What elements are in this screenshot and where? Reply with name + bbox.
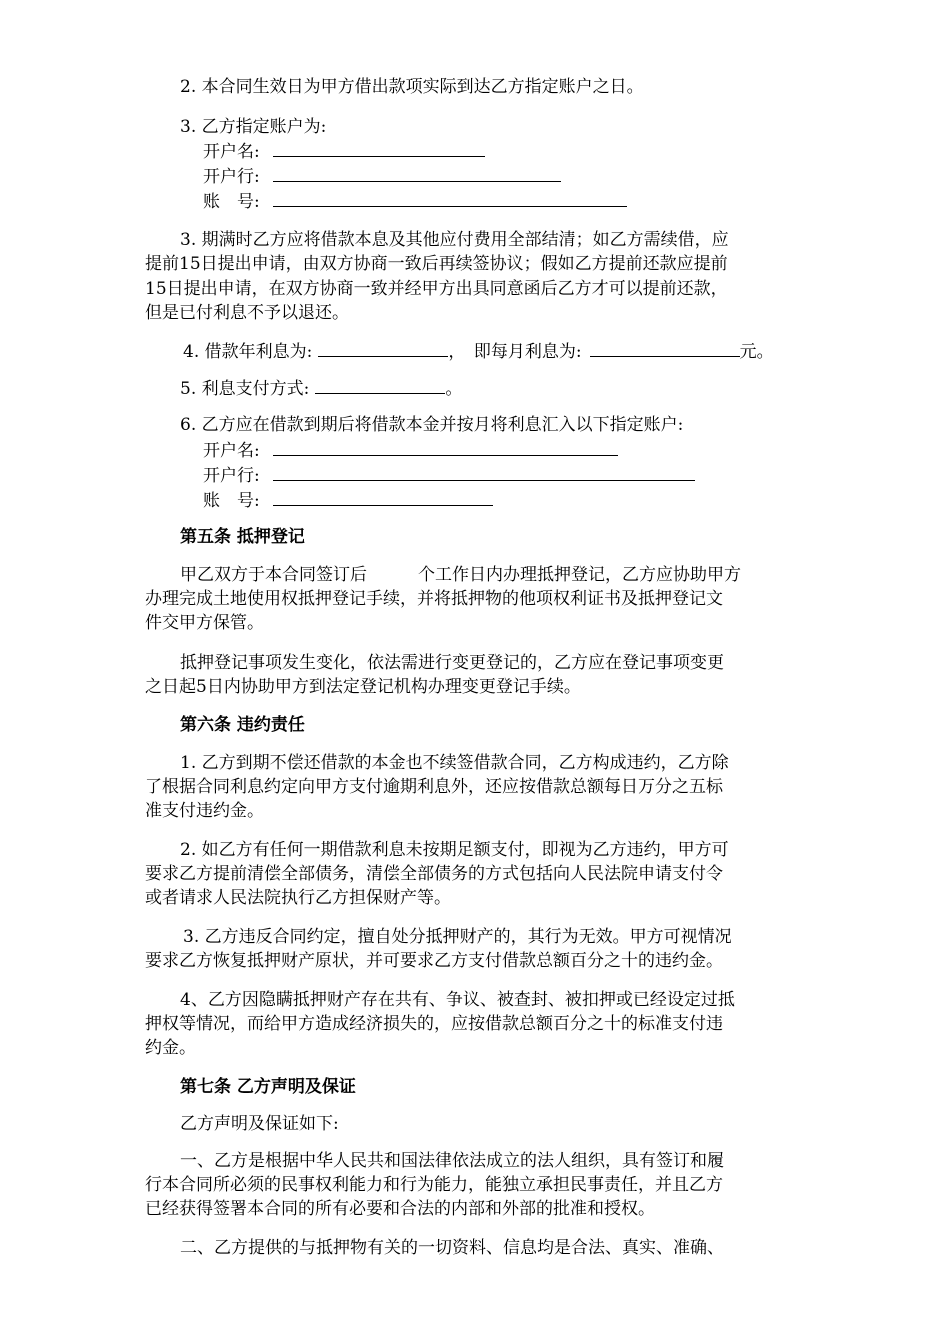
article-7-p1-line-2: 行本合同所必须的民事权利能力和行为能力，能独立承担民事责任，并且乙方 <box>145 1175 723 1195</box>
account-name-blank-2[interactable] <box>273 437 618 456</box>
clause-3b-line-3: 15日提出申请，在双方协商一致并经甲方出具同意函后乙方才可以提前还款， <box>145 279 728 299</box>
article-6-p3-line-2: 要求乙方恢复抵押财产原状，并可要求乙方支付借款总额百分之十的违约金。 <box>145 951 723 971</box>
clause-5 <box>180 375 462 401</box>
article-6-p1-line-3: 准支付违约金。 <box>145 801 264 821</box>
article-5-p1-line-2: 办理完成土地使用权抵押登记手续，并将抵押物的他项权利证书及抵押登记文 <box>145 589 723 609</box>
article-6-p2-line-3: 或者请求人民法院执行乙方担保财产等。 <box>145 888 451 908</box>
article-6-p4-line-2: 押权等情况，而给甲方造成经济损失的，应按借款总额百分之十的标准支付违 <box>145 1014 723 1034</box>
bank-blank-2[interactable] <box>273 462 695 481</box>
article-6-p3-line-1: 3. 乙方违反合同约定，擅自处分抵押财产的，其行为无效。甲方可视情况 <box>183 927 732 947</box>
clause-6-title: 6. 乙方应在借款到期后将借款本金并按月将利息汇入以下指定账户: <box>180 415 684 435</box>
article-5-p2-line-2: 之日起5日内协助甲方到法定登记机构办理变更登记手续。 <box>145 677 581 697</box>
article-5-p1-line-1: 甲乙双方于本合同签订后 个工作日内办理抵押登记，乙方应协助甲方 <box>180 565 741 585</box>
clause-3b-line-2: 提前15日提出申请，由双方协商一致后再续签协议；假如乙方提前还款应提前 <box>145 254 728 274</box>
clause-3b-line-1: 3. 期满时乙方应将借款本息及其他应付费用全部结清；如乙方需续借，应 <box>180 230 729 250</box>
clause-6-account-no-row <box>203 487 493 513</box>
bank-label-2: 开户行: <box>203 466 260 486</box>
article-7-p2-line-1: 二、乙方提供的与抵押物有关的一切资料、信息均是合法、真实、准确、 <box>180 1238 724 1258</box>
clause-4-middle: ， 即每月利息为: <box>448 342 582 362</box>
clause-4-suffix: 元。 <box>739 342 774 362</box>
clause-2: 2. 本合同生效日为甲方借出款项实际到达乙方指定账户之日。 <box>180 77 644 97</box>
payment-method-blank[interactable] <box>315 375 445 394</box>
account-name-label-2: 开户名: <box>203 441 260 461</box>
article-5-p2-line-1: 抵押登记事项发生变化，依法需进行变更登记的，乙方应在登记事项变更 <box>180 653 724 673</box>
annual-interest-blank[interactable] <box>318 338 448 357</box>
article-7-heading: 第七条 乙方声明及保证 <box>180 1077 356 1097</box>
article-6-p1-line-1: 1. 乙方到期不偿还借款的本金也不续签借款合同，乙方构成违约，乙方除 <box>180 753 729 773</box>
article-6-p4-line-3: 约金。 <box>145 1038 196 1058</box>
article-6-p2-line-1: 2. 如乙方有任何一期借款利息未按期足额支付，即视为乙方违约，甲方可 <box>180 840 729 860</box>
article-7-p1-line-3: 已经获得签署本合同的所有必要和合法的内部和外部的批准和授权。 <box>145 1199 655 1219</box>
clause-3b-line-4: 但是已付利息不予以退还。 <box>145 303 349 323</box>
clause-3-title: 3. 乙方指定账户为: <box>180 117 327 137</box>
bank-label: 开户行: <box>203 167 260 187</box>
account-name-label: 开户名: <box>203 142 260 162</box>
monthly-interest-blank[interactable] <box>590 338 740 357</box>
clause-4-prefix: 4. 借款年利息为: <box>183 342 313 362</box>
article-6-p1-line-2: 了根据合同利息约定向甲方支付逾期利息外，还应按借款总额每日万分之五标 <box>145 777 723 797</box>
account-no-label: 账 号: <box>203 192 260 212</box>
clause-5-prefix: 5. 利息支付方式: <box>180 379 310 399</box>
clause-6-bank-row <box>203 462 695 488</box>
article-6-p2-line-2: 要求乙方提前清偿全部债务，清偿全部债务的方式包括向人民法院申请支付令 <box>145 864 723 884</box>
article-6-heading: 第六条 违约责任 <box>180 715 305 735</box>
clause-6-account-name-row <box>203 437 618 463</box>
article-7-p1-line-1: 一、乙方是根据中华人民共和国法律依法成立的法人组织，具有签订和履 <box>180 1151 724 1171</box>
clause-5-suffix: 。 <box>445 379 463 399</box>
account-no-label-2: 账 号: <box>203 491 260 511</box>
bank-blank[interactable] <box>273 163 561 182</box>
clause-4 <box>183 338 774 364</box>
account-no-blank[interactable] <box>273 188 627 207</box>
clause-3-account-name-row <box>203 138 485 164</box>
account-no-blank-2[interactable] <box>273 487 493 506</box>
article-5-heading: 第五条 抵押登记 <box>180 527 305 547</box>
article-7-intro: 乙方声明及保证如下: <box>180 1114 339 1134</box>
article-5-p1-line-3: 件交甲方保管。 <box>145 613 264 633</box>
account-name-blank[interactable] <box>273 138 485 157</box>
clause-3-bank-row <box>203 163 561 189</box>
clause-3-account-no-row <box>203 188 627 214</box>
article-6-p4-line-1: 4、乙方因隐瞒抵押财产存在共有、争议、被查封、被扣押或已经设定过抵 <box>180 990 735 1010</box>
